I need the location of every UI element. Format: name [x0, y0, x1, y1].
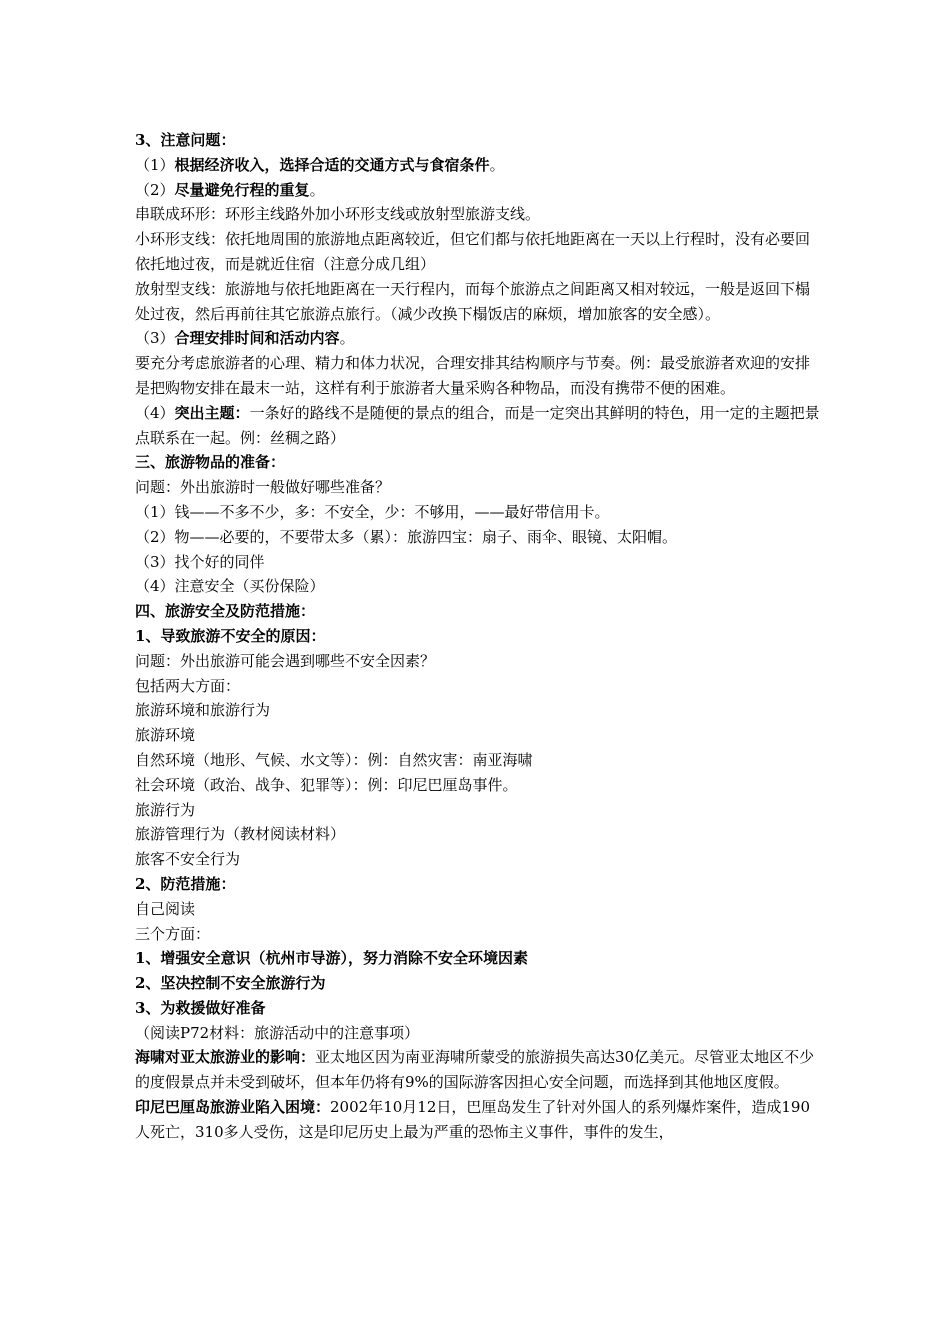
paragraph	[135, 872, 820, 897]
paragraph-text: 旅游环境和旅游行为	[135, 701, 271, 720]
paragraph	[135, 946, 820, 971]
bold-text: 1、增强安全意识（杭州市导游），努力消除不安全环境因素	[135, 949, 528, 968]
paragraph-text: （2）物——必要的，不要带太多（累）：旅游四宝：扇子、雨伞、眼镜、太阳帽。	[135, 527, 678, 546]
paragraph-prefix: （1）	[135, 155, 175, 174]
paragraph	[135, 897, 820, 922]
paragraph	[135, 227, 820, 277]
paragraph	[135, 822, 820, 847]
paragraph	[135, 550, 820, 575]
bold-text: 3、注意问题：	[135, 131, 236, 149]
paragraph-text: 串联成环形：环形主线路外加小环形支线或放射型旅游支线。	[135, 205, 541, 224]
paragraph	[135, 971, 820, 996]
paragraph	[135, 748, 820, 773]
paragraph	[135, 128, 820, 153]
paragraph-text: 小环形支线：依托地周围的旅游地点距离较近，但它们都与依托地距离在一天以上行程时，没有必要回依托地过夜，而是就近住宿（注意分成几组）	[135, 230, 811, 273]
paragraph-text: 。	[309, 180, 325, 199]
bold-text: 海啸对亚太旅游业的影响：	[135, 1048, 316, 1067]
paragraph-text: （4）注意安全（买份保险）	[135, 577, 325, 596]
bold-text: 合理安排时间和活动内容	[174, 329, 340, 348]
bold-text: 2、坚决控制不安全旅游行为	[135, 974, 326, 993]
paragraph	[135, 798, 820, 823]
paragraph-text: 旅客不安全行为	[135, 850, 241, 869]
paragraph-text: （3）找个好的同伴	[135, 552, 265, 571]
paragraph-prefix: （2）	[135, 180, 175, 199]
paragraph-text: 。	[339, 329, 355, 348]
paragraph	[135, 153, 820, 178]
paragraph	[135, 847, 820, 872]
bold-text: 尽量避免行程的重复	[174, 180, 310, 199]
bold-text: 2、防范措施：	[135, 874, 236, 893]
bold-text: 四、旅游安全及防范措施：	[135, 602, 316, 621]
paragraph-text: 亚太地区因为南亚海啸所蒙受的旅游损失高达30亿美元。尽管亚太地区不少的度假景点并未受到破坏，但本年仍将有9%的国际游客因担心安全问题，而选择到其他地区度假。	[135, 1048, 815, 1092]
bold-text: 3、为救援做好准备	[135, 998, 266, 1017]
paragraph-text: 放射型支线：旅游地与依托地距离在一天行程内，而每个旅游点之间距离又相对较远，一般是返回下榻处过夜，然后再前往其它旅游点旅行。（减少改换下榻饭店的麻烦，增加旅客的安全感）。	[135, 279, 811, 323]
paragraph-text: 旅游管理行为（教材阅读材料）	[135, 825, 346, 844]
paragraph-prefix: （4）	[135, 403, 175, 422]
paragraph-text: 2002年10月12日，巴厘岛发生了针对外国人的系列爆炸案件，造成190人死亡，310多人受伤，这是印尼历史上最为严重的恐怖主义事件，事件的发生，	[135, 1098, 810, 1141]
paragraph	[135, 401, 820, 451]
paragraph-text: 社会环境（政治、战争、犯罪等）：例：印尼巴厘岛事件。	[135, 775, 518, 794]
paragraph-text: 要充分考虑旅游者的心理、精力和体力状况，合理安排其结构顺序与节奏。例：最受旅游者欢迎的安排是把购物安排在最末一站，这样有利于旅游者大量采购各种物品，而没有携带不便的困难。	[135, 354, 811, 397]
paragraph-text: 一条好的路线不是随便的景点的组合，而是一定突出其鲜明的特色，用一定的主题把景点联系在一起。例：丝稠之路）	[135, 403, 820, 447]
paragraph	[135, 525, 820, 550]
paragraph	[135, 674, 820, 699]
paragraph	[135, 698, 820, 723]
paragraph	[135, 574, 820, 599]
paragraph	[135, 500, 820, 525]
document-body	[135, 128, 820, 1145]
paragraph-text: 自己阅读	[135, 899, 196, 918]
paragraph	[135, 624, 820, 649]
paragraph	[135, 351, 820, 401]
paragraph	[135, 1045, 820, 1095]
paragraph	[135, 996, 820, 1021]
paragraph-text: （阅读P72材料：旅游活动中的注意事项）	[135, 1023, 420, 1042]
paragraph-text: 问题：外出旅游时一般做好哪些准备？	[135, 478, 391, 497]
paragraph	[135, 326, 820, 351]
paragraph	[135, 922, 820, 947]
bold-text: 三、旅游物品的准备：	[135, 453, 286, 472]
paragraph	[135, 450, 820, 475]
paragraph-text: 。	[489, 155, 505, 174]
paragraph-prefix: （3）	[135, 329, 175, 348]
paragraph-text: 三个方面：	[135, 924, 211, 943]
bold-text: 印尼巴厘岛旅游业陷入困境：	[135, 1098, 331, 1117]
paragraph-text: （1）钱——不多不少，多：不安全，少：不够用，——最好带信用卡。	[135, 502, 610, 521]
paragraph	[135, 202, 820, 227]
paragraph-text: 自然环境（地形、气候、水文等）：例：自然灾害：南亚海啸	[135, 750, 533, 769]
paragraph	[135, 599, 820, 624]
paragraph	[135, 1021, 820, 1046]
bold-text: 根据经济收入，选择合适的交通方式与食宿条件	[174, 155, 490, 174]
bold-text: 突出主题：	[174, 403, 250, 422]
paragraph-text: 问题：外出旅游可能会遇到哪些不安全因素？	[135, 651, 436, 670]
paragraph-text: 旅游行为	[135, 800, 196, 819]
paragraph	[135, 475, 820, 500]
paragraph	[135, 773, 820, 798]
paragraph	[135, 178, 820, 203]
paragraph	[135, 723, 820, 748]
paragraph	[135, 1095, 820, 1145]
bold-text: 1、导致旅游不安全的原因：	[135, 626, 326, 645]
paragraph-text: 旅游环境	[135, 726, 196, 745]
paragraph	[135, 277, 820, 327]
paragraph	[135, 649, 820, 674]
paragraph-text: 包括两大方面：	[135, 676, 241, 695]
